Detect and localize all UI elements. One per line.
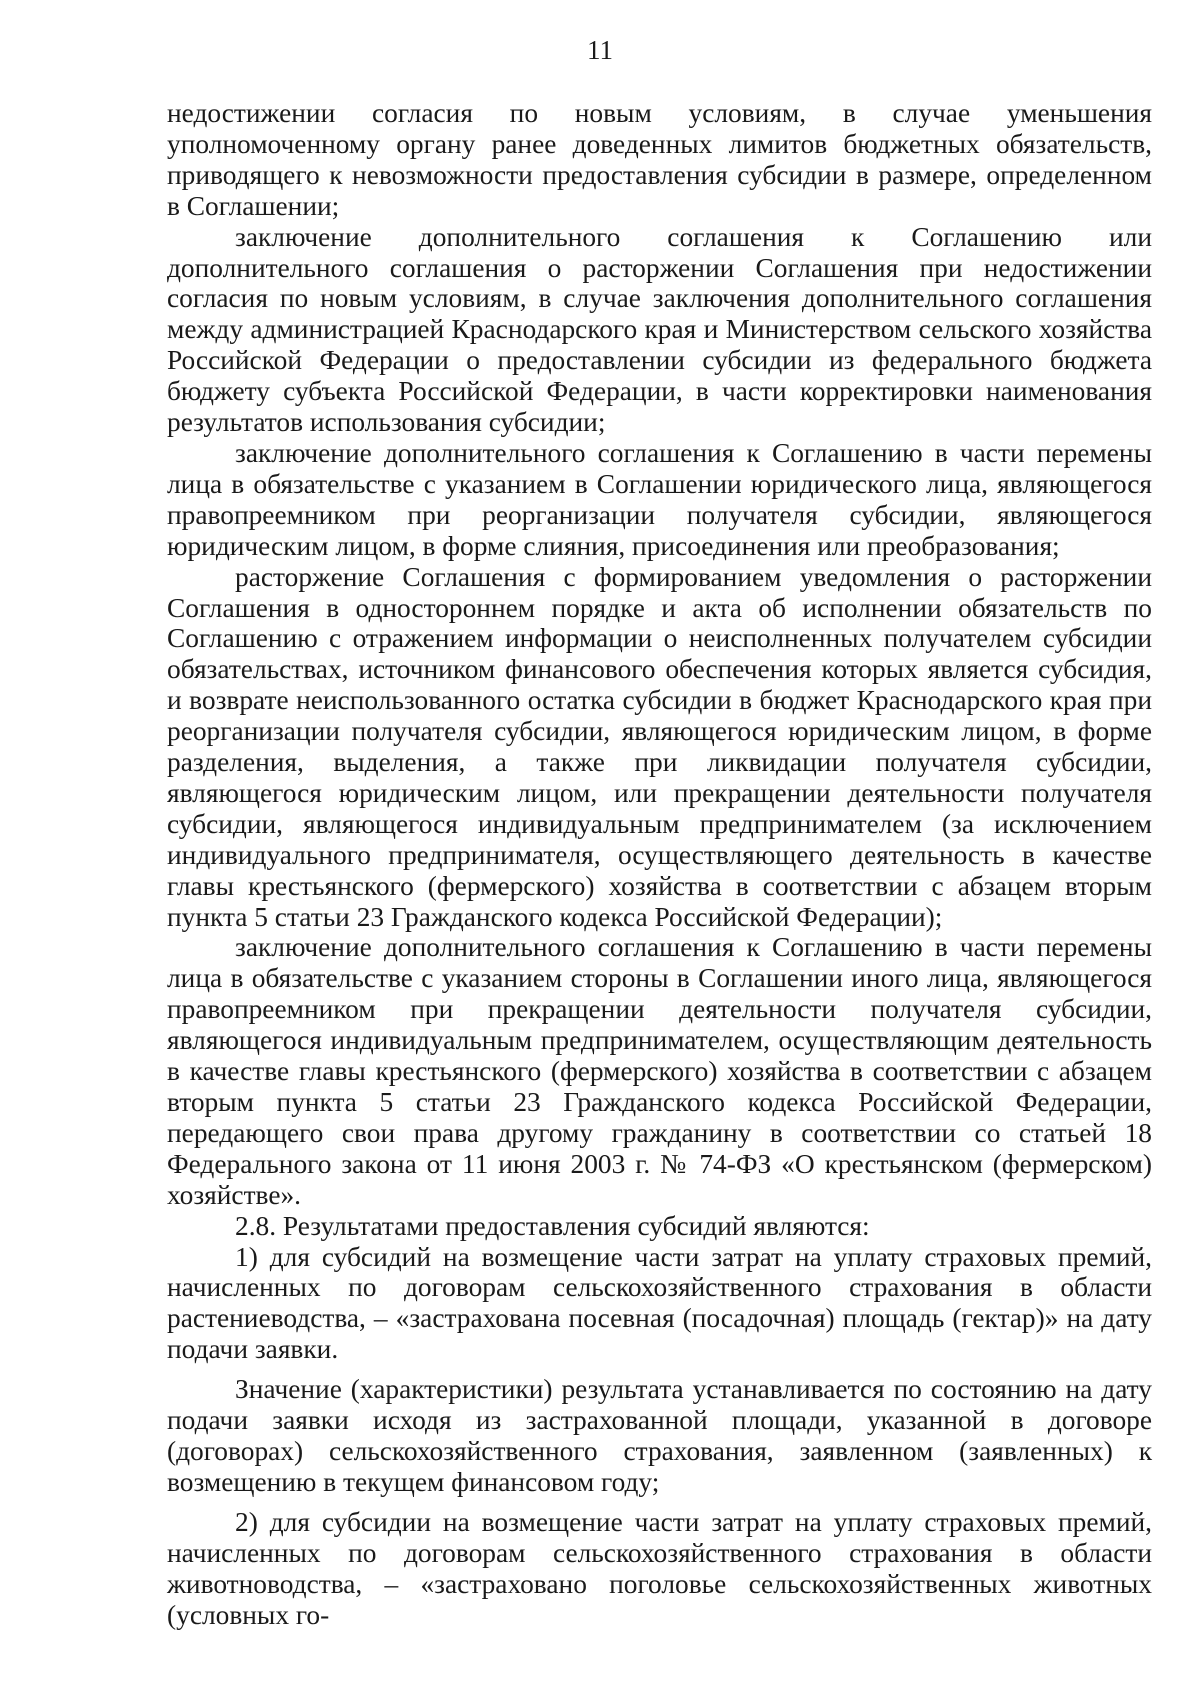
paragraph-3: заключение дополнительного соглашения к Соглашению в части перемены лица в обязательстве с указанием в Соглашении юридического лица, являющегося правопреемником при реорганизации получателя субсидии, являющегося юридическим лицом, в форме слияния, присоединения или преобразования;	[167, 437, 1152, 561]
body-text	[167, 98, 1152, 1630]
paragraph-1: недостижении согласия по новым условиям, в случае уменьшения уполномоченному органу ранее доведенных лимитов бюджетных обязательств, приводящего к невозможности предоставления субсидии в размере, определенном в Соглашении;	[167, 98, 1152, 221]
paragraph-2: заключение дополнительного соглашения к Соглашению или дополнительного соглашения о расторжении Соглашения при недостижении согласия по новым условиям, в случае заключения дополнительного соглашения между администрацией Краснодарского края и Министерством сельского хозяйства Российской Федерации о предоставлении субсидии из федерального бюджета бюджету субъекта Российской Федерации, в части корректировки наименования результатов использования субсидии;	[167, 221, 1152, 438]
paragraph-7: 1) для субсидий на возмещение части затрат на уплату страховых премий, начисленных по договорам сельскохозяйственного страхования в области растениеводства, – «застрахована посевная (посадочная) площадь (гектар)» на дату подачи заявки.	[167, 1241, 1152, 1365]
page-number: 11	[587, 35, 613, 65]
paragraph-5: заключение дополнительного соглашения к Соглашению в части перемены лица в обязательстве с указанием стороны в Соглашении иного лица, являющегося правопреемником при прекращении деятельности получателя субсидии, являющегося индивидуальным предпринимателем, осуществляющим деятельность в качестве главы крестьянского (фермерского) хозяйства в соответствии с абзацем вторым пункта 5 статьи 23 Гражданского кодекса Российской Федерации, передающего свои права другому гражданину в соответствии со статьей 18 Федерального закона от 11 июня 2003 г. № 74-ФЗ «О крестьянском (фермерском) хозяйстве».	[167, 932, 1152, 1210]
paragraph-6: 2.8. Результатами предоставления субсидий являются:	[235, 1210, 870, 1241]
paragraph-8: Значение (характеристики) результата устанавливается по состоянию на дату подачи заявки исходя из застрахованной площади, указанной в договоре (договорах) сельскохозяйственного страхования, заявленном (заявленных) к возмещению в текущем финансовом году;	[167, 1374, 1152, 1497]
paragraph-9: 2) для субсидии на возмещение части затрат на уплату страховых премий, начисленных по договорам сельскохозяйственного страхования в области животноводства, – «застраховано поголовье сельскохозяйственных животных (условных го-	[167, 1506, 1152, 1630]
paragraph-4: расторжение Соглашения с формированием уведомления о расторжении Соглашения в одностороннем порядке и акта об исполнении обязательств по Соглашению с отражением информации о неисполненных получателем субсидии обязательствах, источником финансового обеспечения которых является субсидия, и возврате неиспользованного остатка субсидии в бюджет Краснодарского края при реорганизации получателя субсидии, являющегося юридическим лицом, в форме разделения, выделения, а также при ликвидации получателя субсидии, являющегося юридическим лицом, или прекращении деятельности получателя субсидии, являющегося индивидуальным предпринимателем (за исключением индивидуального предпринимателя, осуществляющего деятельность в качестве главы крестьянского (фермерского) хозяйства в соответствии с абзацем вторым пункта 5 статьи 23 Гражданского кодекса Российской Федерации);	[167, 561, 1152, 932]
